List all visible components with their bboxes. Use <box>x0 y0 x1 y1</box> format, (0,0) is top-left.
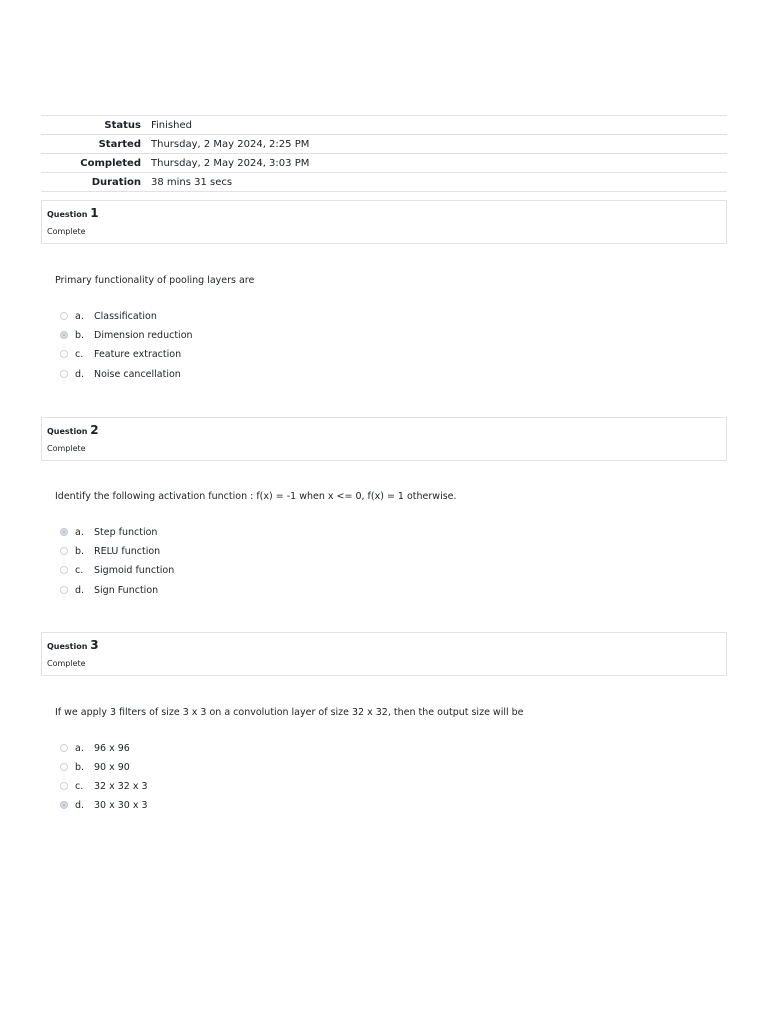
summary-value: Finished <box>151 116 727 135</box>
answer-option-3b <box>60 760 130 774</box>
question-number-value: 3 <box>90 638 99 652</box>
question-number <box>47 206 99 220</box>
question-text-3: If we apply 3 filters of size 3 x 3 on a convolution layer of size 32 x 32, then the output size will be <box>55 707 524 718</box>
summary-label: Started <box>41 135 151 154</box>
question-info-3 <box>41 632 727 676</box>
answer-letter: b. <box>75 761 85 773</box>
summary-value: Thursday, 2 May 2024, 2:25 PM <box>151 135 727 154</box>
radio-button-selected <box>60 528 68 536</box>
summary-label: Duration <box>41 173 151 192</box>
answer-option-2d <box>60 583 159 597</box>
question-info-1 <box>41 200 727 244</box>
radio-button <box>60 763 68 771</box>
radio-button-selected <box>60 331 68 339</box>
answer-letter: d. <box>75 368 85 380</box>
answer-letter: c. <box>75 780 84 792</box>
answer-text: Noise cancellation <box>94 368 181 380</box>
answer-text: Sign Function <box>94 584 159 596</box>
answer-option-2a <box>60 525 158 539</box>
answer-letter: b. <box>75 545 85 557</box>
summary-row-started <box>41 135 727 154</box>
radio-button <box>60 312 68 320</box>
answer-text: Feature extraction <box>94 348 182 360</box>
answer-text: Dimension reduction <box>94 329 193 341</box>
question-number <box>47 638 99 652</box>
answer-text: 96 x 96 <box>94 742 130 754</box>
answer-option-2b <box>60 544 161 558</box>
answer-option-1b <box>60 328 193 342</box>
radio-button-selected <box>60 801 68 809</box>
question-text-1: Primary functionality of pooling layers are <box>55 275 255 286</box>
summary-row-status <box>41 116 727 135</box>
question-info-2 <box>41 417 727 461</box>
answer-option-3c <box>60 779 148 793</box>
summary-label: Status <box>41 116 151 135</box>
answer-option-1a <box>60 309 157 323</box>
summary-row-duration <box>41 173 727 192</box>
summary-value: Thursday, 2 May 2024, 3:03 PM <box>151 154 727 173</box>
attempt-summary-table <box>41 115 727 192</box>
question-number-value: 2 <box>90 423 99 437</box>
answer-text: 30 x 30 x 3 <box>94 799 148 811</box>
question-prefix: Question <box>47 210 88 219</box>
answer-letter: d. <box>75 799 85 811</box>
answer-letter: a. <box>75 310 84 322</box>
answer-text: 90 x 90 <box>94 761 130 773</box>
question-state: Complete <box>47 444 86 453</box>
summary-label: Completed <box>41 154 151 173</box>
radio-button <box>60 370 68 378</box>
radio-button <box>60 782 68 790</box>
answer-option-3d <box>60 798 148 812</box>
answer-letter: a. <box>75 742 84 754</box>
summary-value: 38 mins 31 secs <box>151 173 727 192</box>
answer-text: RELU function <box>94 545 161 557</box>
question-text-2: Identify the following activation function : f(x) = -1 when x <= 0, f(x) = 1 otherwise. <box>55 491 457 502</box>
radio-button <box>60 566 68 574</box>
question-state: Complete <box>47 227 86 236</box>
answer-letter: d. <box>75 584 85 596</box>
answer-text: Classification <box>94 310 157 322</box>
answer-option-1d <box>60 367 181 381</box>
question-number <box>47 423 99 437</box>
answer-letter: c. <box>75 348 84 360</box>
question-state: Complete <box>47 659 86 668</box>
answer-text: Sigmoid function <box>94 564 175 576</box>
answer-option-3a <box>60 741 130 755</box>
answer-letter: c. <box>75 564 84 576</box>
summary-row-completed <box>41 154 727 173</box>
question-number-value: 1 <box>90 206 99 220</box>
answer-text: 32 x 32 x 3 <box>94 780 148 792</box>
answer-option-1c <box>60 347 182 361</box>
answer-letter: b. <box>75 329 85 341</box>
radio-button <box>60 744 68 752</box>
answer-letter: a. <box>75 526 84 538</box>
question-prefix: Question <box>47 427 88 436</box>
radio-button <box>60 547 68 555</box>
radio-button <box>60 586 68 594</box>
answer-text: Step function <box>94 526 158 538</box>
radio-button <box>60 350 68 358</box>
answer-option-2c <box>60 563 175 577</box>
question-prefix: Question <box>47 642 88 651</box>
